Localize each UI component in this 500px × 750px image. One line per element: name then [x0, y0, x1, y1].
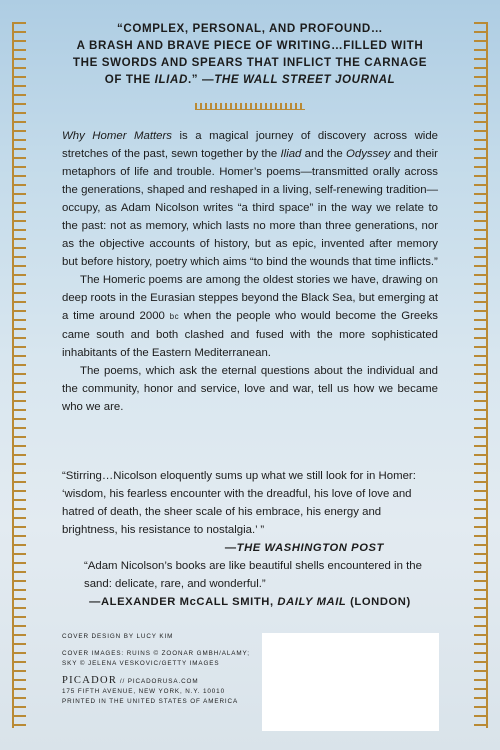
description-paragraph	[62, 271, 438, 362]
bc-small-caps: bc	[169, 312, 180, 321]
description-paragraph: The poems, which ask the eternal questions about the individual and the community, honor and service, love and war, tell us how we became who we are.	[62, 365, 438, 413]
description-text: and their metaphors of life and trouble. Homer’s poems—transmitted orally across the generations, shaped and reshaped in a living, self-renewing tradition—occupy, as Adam Nicolson writes “a third space” in the way we relate to the past: not as memory, which lasts no more than three generations, nor as the objective accounts of history, but as epic, invented after memory but before history, poetry which aims “to bind the wounds that time inflicts.”	[62, 148, 438, 268]
iliad-title: ILIAD	[154, 73, 188, 86]
cover-images-credit: COVER IMAGES: RUINS © ZOONAR GMBH/ALAMY;	[62, 650, 250, 657]
washington-post-quote	[62, 467, 438, 557]
publisher-website: // PICADORUSA.COM	[117, 678, 199, 685]
attribution-location: (LONDON)	[346, 596, 411, 608]
odyssey-title: Odyssey	[346, 148, 391, 160]
right-greek-key-border	[474, 22, 488, 728]
book-description	[62, 127, 438, 416]
attribution-author: —ALEXANDER McCALL SMITH,	[89, 596, 278, 608]
quote-text: “Adam Nicolson’s books are like beautiful shells encountered in the sand: delicate, rare, and wonderful.”	[84, 560, 422, 590]
description-text: The Homeric poems are among the oldest stories we have, drawing on deep roots in the Eurasian steppes beyond the Black Sea, but emerging at a time around 2000	[62, 274, 438, 322]
cover-design-credit: COVER DESIGN BY LUCY KIM	[62, 633, 174, 640]
attribution-source: DAILY MAIL	[277, 596, 347, 608]
iliad-title: Iliad	[280, 148, 302, 160]
lead-quote-source: THE WALL STREET JOURNAL	[214, 73, 396, 86]
cover-images-credit: SKY © JELENA VESKOVIC/GETTY IMAGES	[62, 660, 220, 667]
lead-quote-text: .” —	[187, 73, 215, 86]
publisher-line	[62, 676, 262, 687]
lead-review-quote	[62, 20, 438, 88]
publisher-logo: PICADOR	[62, 675, 118, 686]
printed-in: PRINTED IN THE UNITED STATES OF AMERICA	[62, 698, 239, 705]
attribution-dash: —	[224, 542, 237, 554]
description-text: when the people who would become the Greeks came south and both clashed and fused with the more sophisticated inhabitants of the Eastern Mediterranean.	[62, 310, 438, 359]
description-paragraph	[62, 127, 438, 271]
greek-key-divider	[195, 103, 305, 110]
quote-attribution	[62, 539, 384, 557]
cover-credits	[62, 632, 262, 707]
description-text: and the	[301, 148, 346, 160]
lead-quote-line	[62, 71, 438, 88]
lead-quote-text: OF THE	[104, 73, 155, 86]
quote-text: “Stirring…Nicolson eloquently sums up what we still look for in Homer: ‘wisdom, his fearless encounter with the dreadful, his love of love and hatred of death, the sheer scale of his embrace, his energy and brightness, his resistance to nostalgia.’ ”	[62, 470, 416, 536]
alexander-mccall-smith-quote	[62, 557, 438, 611]
lead-quote-line: A BRASH AND BRAVE PIECE OF WRITING…FILLED WITH	[76, 39, 424, 52]
book-title: Why Homer Matters	[62, 130, 172, 142]
lead-quote-line: “COMPLEX, PERSONAL, AND PROFOUND…	[116, 22, 384, 35]
left-greek-key-border	[12, 22, 26, 728]
publisher-address: 175 FIFTH AVENUE, NEW YORK, N.Y. 10010	[62, 688, 225, 695]
attribution-source: THE WASHINGTON POST	[236, 542, 384, 554]
description-text: is a magical journey of discovery across wide stretches of the past, sewn together by the	[62, 130, 438, 160]
quote-attribution	[62, 593, 438, 611]
barcode-area	[262, 633, 439, 731]
lead-quote-line: THE SWORDS AND SPEARS THAT INFLICT THE CARNAGE	[72, 56, 428, 69]
